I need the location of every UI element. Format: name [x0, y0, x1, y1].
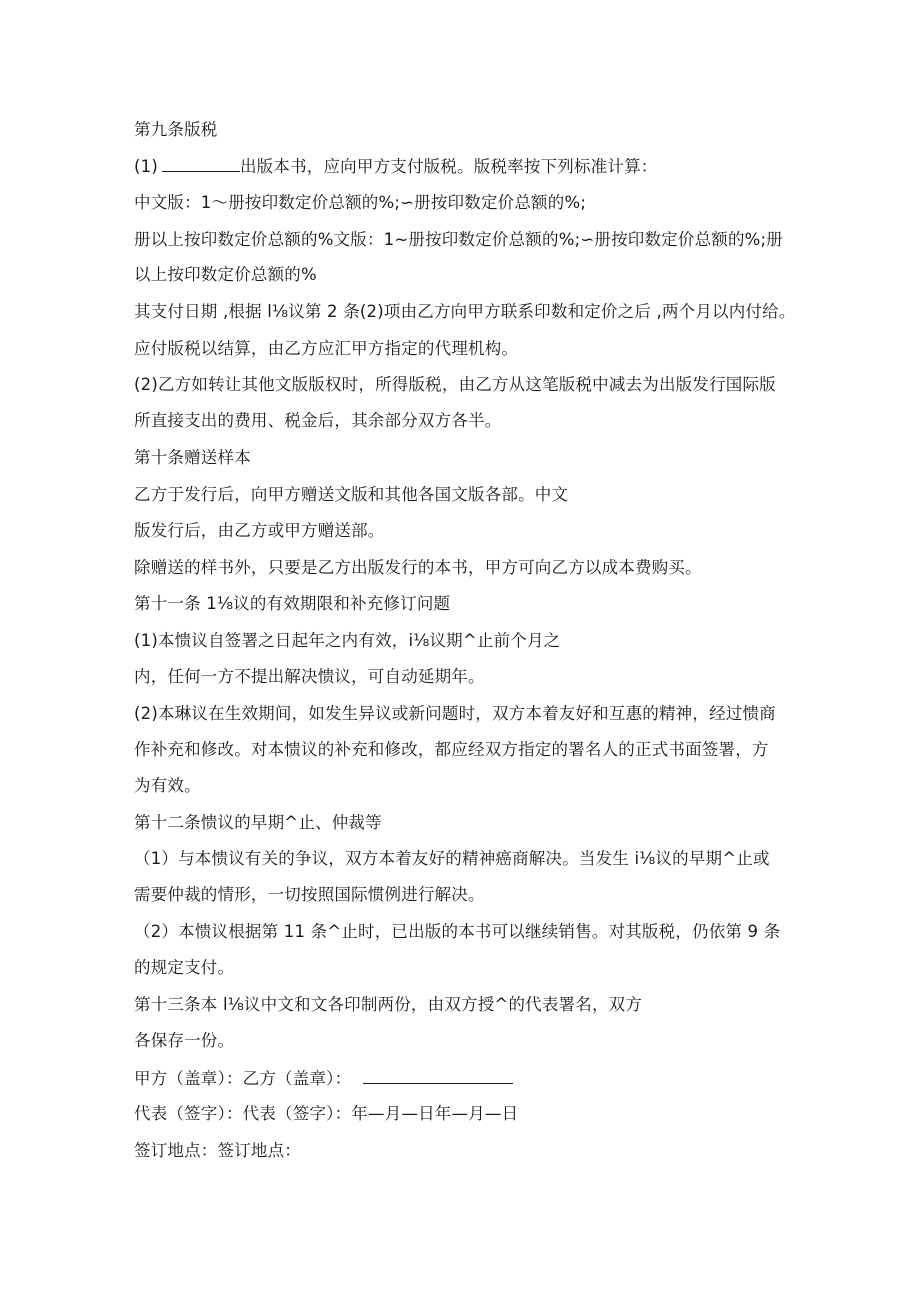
article-11-clause-2-end: 为有效。 [134, 776, 201, 795]
edition-rate-line: 册以上按印数定价总额的%文版：1~册按印数定价总额的%;∽册按印数定价总额的%;册 [134, 230, 784, 249]
payment-settlement: 应付版税以结算，由乙方应汇甲方指定的代理机构。 [134, 339, 519, 358]
sample-gift-line: 乙方于发行后，向甲方赠送文版和其他各国文版各部。中文 [134, 485, 569, 504]
seal-line [134, 1067, 513, 1090]
signing-place-line: 签订地点：签订地点： [134, 1141, 301, 1160]
article-9-clause-2: (2)乙方如转让其他文版版权时，所得版税，由乙方从这笔版税中减去为出版发行国际版 [134, 375, 776, 394]
article-11-clause-1: (1)本愦议自签署之日起年之内有效，i⅛议期^止前个月之 [134, 631, 561, 650]
article-9-clause-2-cont: 所直接支出的费用、税金后，其余部分双方各半。 [134, 411, 502, 430]
article-9-heading: 第九条版税 [134, 120, 218, 139]
article-13-cont: 各保存一份。 [134, 1031, 235, 1050]
article-12-clause-2: （2）本愦议根据第 11 条^止时，已出版的本书可以继续销售。对其版税，仍依第 9 条 [134, 922, 781, 941]
article-12-clause-2-cont: 的规定支付。 [134, 958, 235, 977]
purchase-at-cost: 除赠送的样书外，只要是乙方出版发行的本书，甲方可向乙方以成本费购买。 [134, 558, 702, 577]
clause-text: 出版本书，应向甲方支付版税。版税率按下列标准计算： [239, 157, 658, 176]
sample-gift-line-cont: 版发行后，由乙方或甲方赠送部。 [134, 521, 385, 540]
article-12-clause-1-cont: 需要仲裁的情形，一切按照国际惯例进行解决。 [134, 885, 485, 904]
article-12-clause-1: （1）与本愦议有关的争议，双方本着友好的精神癌商解决。当发生 i⅛议的早期^止或 [134, 849, 770, 868]
article-13-heading: 第十三条本 l⅛议中文和文各印制两份，由双方授^的代表署名，双方 [134, 995, 643, 1014]
article-9-clause-1 [134, 155, 657, 178]
article-12-heading: 第十二条愦议的早期^止、仲裁等 [134, 813, 382, 832]
blank-field [363, 1067, 513, 1084]
payment-date: 其支付日期 ,根据 l⅛议第 2 条(2)项由乙方向甲方联系印数和定价之后 ,两个月以内付给。 [134, 302, 796, 321]
article-11-clause-2-cont: 作补充和修改。对本愦议的补充和修改，都应经双方指定的署名人的正式书面签署，方 [134, 740, 769, 759]
article-10-heading: 第十条赠送样本 [134, 448, 251, 467]
clause-number: (1) [134, 157, 158, 176]
signature-line: 代表（签字）：代表（签字）：年—月—日年—月—日 [134, 1104, 519, 1123]
article-11-clause-2: (2)本琳议在生效期间，如发生异议或新问题时，双方本着友好和互惠的精神，经过愦商 [134, 704, 776, 723]
blank-field [162, 155, 240, 172]
chinese-edition-rate: 中文版：1～册按印数定价总额的%;∽册按印数定价总额的%; [134, 193, 587, 212]
seal-label: 甲方（盖章）：乙方（盖章）： [134, 1069, 352, 1088]
article-11-clause-1-cont: 内，任何一方不提出解决愦议，可自动延期年。 [134, 667, 485, 686]
article-11-heading: 第十一条 1⅛议的有效期限和补充修订问题 [134, 594, 451, 613]
edition-rate-line-cont: 以上按印数定价总额的% [134, 265, 317, 284]
